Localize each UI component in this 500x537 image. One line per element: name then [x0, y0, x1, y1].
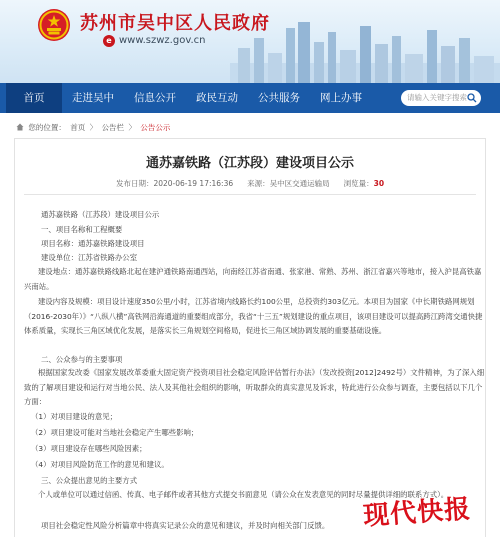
paragraph: 项目名称：通苏嘉铁路建设项目: [41, 239, 145, 248]
globe-icon: e: [103, 35, 115, 47]
breadcrumb-item-home[interactable]: 首页: [70, 123, 86, 132]
list-item: （3）项目建设存在哪些风险因素；: [31, 444, 147, 453]
views-label: 浏览量：: [343, 179, 374, 188]
home-icon: [16, 123, 24, 131]
list-item: （2）项目建设可能对当地社会稳定产生哪些影响；: [31, 428, 199, 437]
nav-item-info-disclosure[interactable]: 信息公开: [134, 92, 176, 104]
nav-item-public-service[interactable]: 公共服务: [258, 92, 300, 104]
breadcrumb-item-current[interactable]: 公告公示: [140, 123, 171, 132]
paragraph: 项目社会稳定性风险分析篇章中将真实记录公众的意见和建议，并及时向相关部门反馈。: [41, 521, 330, 530]
nav-item-interaction[interactable]: 政民互动: [196, 92, 238, 104]
list-item: （1）对项目建设的意见；: [31, 412, 118, 421]
article-source: 来源：吴中区交通运输局: [247, 179, 330, 188]
search-icon[interactable]: [467, 93, 477, 103]
paragraph: 建设内容及规模：项目设计速度350公里/小时，江苏省境内线路长约100公里，总投资约303亿元。本项目为国家《中长期铁路网规划（2016-2030年）》“八纵八横”高铁网沿海通道的重要组成部分，我省“十三五”规划建设的重点项目，该项目建设可以提高跨江跨湾交通快捷体系质量，实现长三角区域优化发展，是落实长三角规划空间格局，促进长三角区域协调发展的重要基础设施。: [24, 297, 483, 335]
main-nav: [0, 83, 500, 113]
city-skyline-icon: [230, 8, 500, 83]
nav-item-about[interactable]: 走进吴中: [72, 92, 114, 104]
section-heading: 三、公众提出意见的主要方式: [41, 476, 138, 485]
divider: [24, 194, 476, 195]
paragraph: 个人或单位可以通过信函、传真、电子邮件或者其他方式提交书面意见（请公众在发表意见的同时尽量提供详细的联系方式）。: [38, 490, 449, 499]
site-title: 苏州市吴中区人民政府: [80, 13, 270, 34]
paragraph: 根据国家发改委《国家发展改革委重大固定资产投资项目社会稳定风险评估暂行办法》（发改投资[2012]2492号）文件精神，为了深入细致的了解项目建设和运行对当地公民、法人及其他社会组织的影响，听取群众的真实意见及诉求，特此进行公众参与调查，主要包括以下几个方面：: [24, 368, 485, 406]
national-emblem-icon: [37, 8, 71, 42]
section-heading: 一、项目名称和工程概要: [41, 225, 123, 234]
search-input[interactable]: 请输入关键字搜索: [401, 90, 481, 106]
section-heading: 二、公众参与的主要事项: [41, 355, 123, 364]
list-item: （4）对项目风险防范工作的意见和建议。: [31, 460, 169, 469]
breadcrumb-separator: 〉: [128, 123, 136, 132]
breadcrumb-separator: 〉: [89, 123, 98, 132]
article-meta: [0, 178, 500, 189]
paragraph: 建设地点：通苏嘉铁路线路北起在建沪通铁路南通西站，向南经江苏省南通、张家港、常熟、苏州、浙江省嘉兴等地市，接入沪昆高铁嘉兴南站。: [24, 267, 482, 291]
breadcrumb-item-bulletin[interactable]: 公告栏: [101, 123, 125, 132]
breadcrumb: [16, 122, 172, 134]
breadcrumb-label: 您的位置：: [28, 123, 66, 132]
nav-item-online-service[interactable]: 网上办事: [320, 92, 362, 104]
paragraph: 建设单位：江苏省铁路办公室: [41, 253, 138, 262]
nav-item-home[interactable]: 首页: [6, 83, 62, 113]
site-url[interactable]: www.szwz.gov.cn: [119, 35, 206, 46]
publish-time: 发布日期：2020-06-19 17:16:36: [115, 179, 234, 188]
views-count: 30: [373, 179, 385, 188]
site-header: [0, 0, 500, 83]
article-title: 通苏嘉铁路（江苏段）建设项目公示: [145, 156, 354, 171]
watermark-logo: 现代快报: [362, 494, 473, 532]
paragraph: 通苏嘉铁路（江苏段）建设项目公示: [41, 210, 160, 219]
